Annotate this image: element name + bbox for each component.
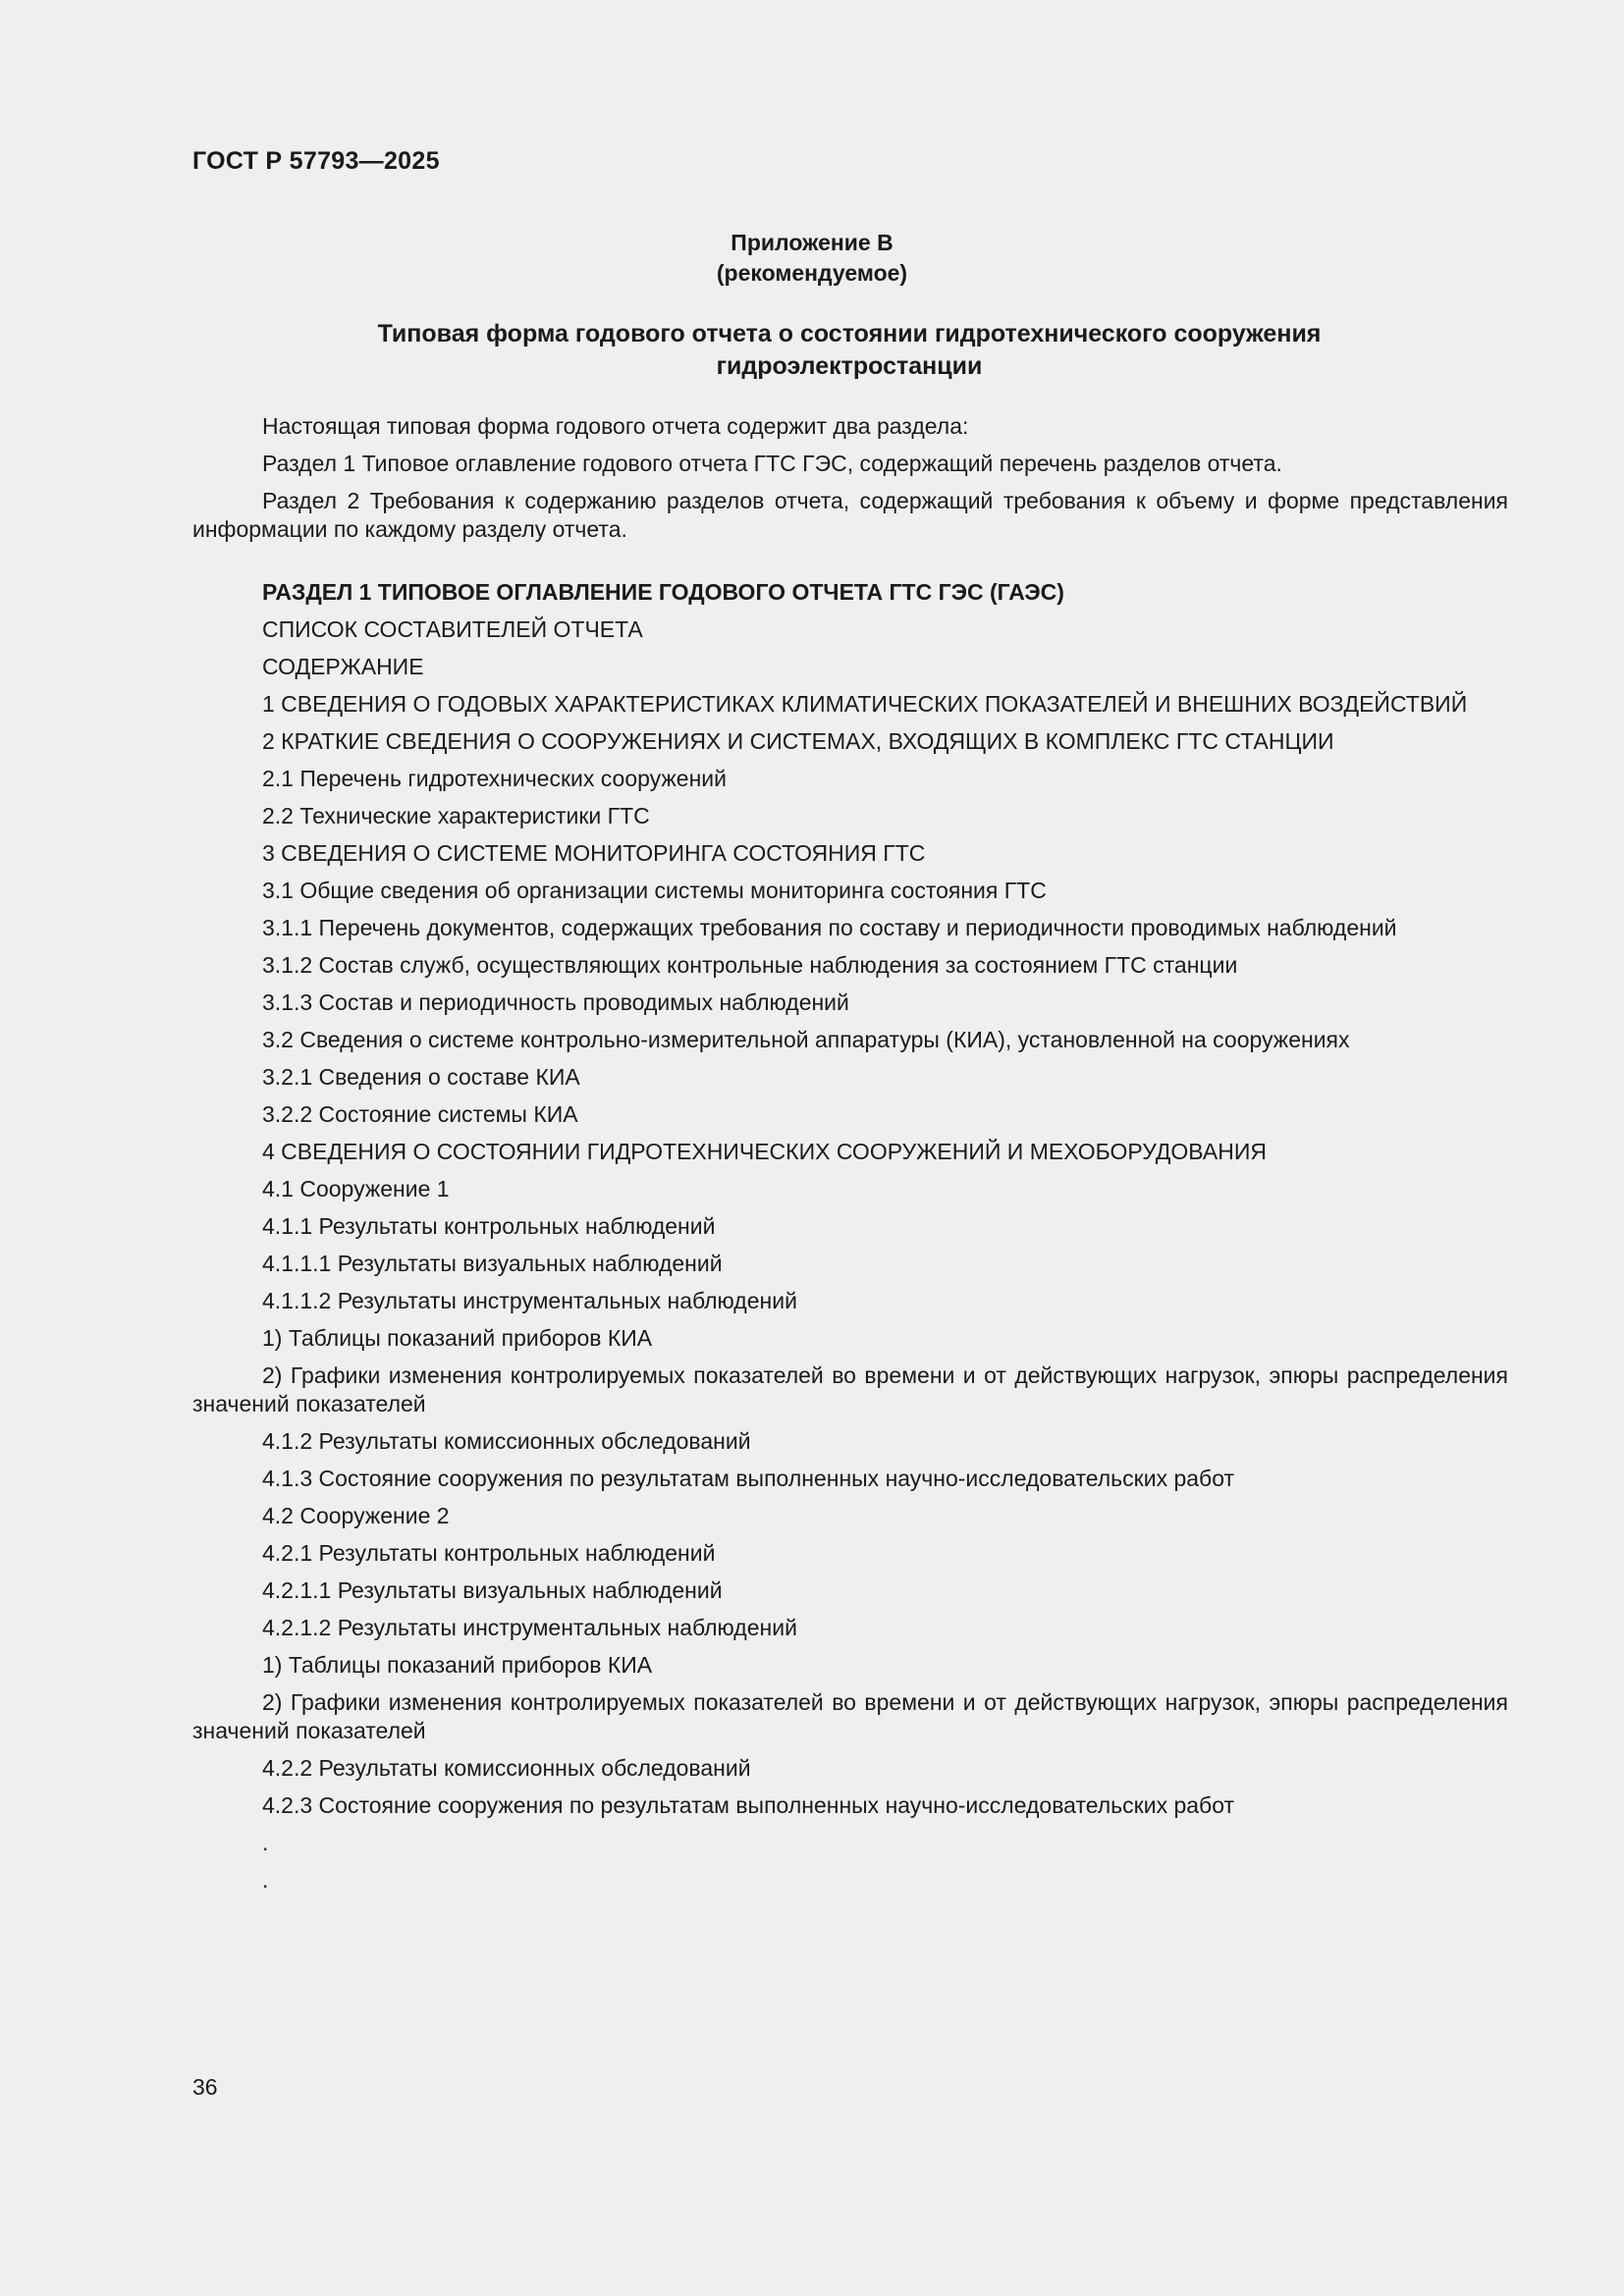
document-id-header: ГОСТ Р 57793—2025 [192,147,440,175]
toc-item: 4.2 Сооружение 2 [262,1503,450,1528]
toc-item: 4.1.2 Результаты комиссионных обследований [262,1428,751,1454]
toc-item: 4.1.3 Состояние сооружения по результатам выполненных научно-исследовательских работ [262,1466,1235,1491]
intro-section [192,412,1508,544]
toc-item: 4.2.1.2 Результаты инструментальных наблюдений [262,1615,797,1640]
toc-heading: РАЗДЕЛ 1 ТИПОВОЕ ОГЛАВЛЕНИЕ ГОДОВОГО ОТЧЕТА ГТС ГЭС (ГАЭС) [262,579,1064,605]
toc-item: 3.1.2 Состав служб, осуществляющих контрольные наблюдения за состоянием ГТС станции [262,952,1238,978]
annex-title: Приложение В [731,230,893,255]
toc-item: 2) Графики изменения контролируемых показателей во времени и от действующих нагрузок, эпюры распределения значений показателей [192,1362,1508,1416]
toc-item: 1) Таблицы показаний приборов КИА [262,1652,653,1678]
toc-item: СОДЕРЖАНИЕ [262,654,424,679]
document-body [192,412,1508,1903]
toc-item: 4.2.2 Результаты комиссионных обследований [262,1755,751,1781]
toc-item: 1 СВЕДЕНИЯ О ГОДОВЫХ ХАРАКТЕРИСТИКАХ КЛИМАТИЧЕСКИХ ПОКАЗАТЕЛЕЙ И ВНЕШНИХ ВОЗДЕЙСТВИЙ [262,691,1468,717]
intro-paragraph: Раздел 2 Требования к содержанию разделов отчета, содержащий требования к объему и форме представления информации по каждому разделу отчета. [192,488,1508,542]
toc-item: 4.1.1.1 Результаты визуальных наблюдений [262,1251,723,1276]
toc-item: 4.1.1.2 Результаты инструментальных наблюдений [262,1288,797,1313]
toc-item: 4.2.3 Состояние сооружения по результатам выполненных научно-исследовательских работ [262,1792,1235,1818]
toc-item: 4.1.1 Результаты контрольных наблюдений [262,1213,716,1239]
page-number: 36 [192,2074,218,2100]
annex-heading [0,228,1624,289]
toc-item: 4.2.1.1 Результаты визуальных наблюдений [262,1577,723,1603]
toc-item: 3.1 Общие сведения об организации системы мониторинга состояния ГТС [262,878,1047,903]
toc-item: 1) Таблицы показаний приборов КИА [262,1325,653,1351]
toc-item: 3.2 Сведения о системе контрольно-измерительной аппаратуры (КИА), установленной на сооружениях [262,1027,1350,1052]
toc-item: 2) Графики изменения контролируемых показателей во времени и от действующих нагрузок, эпюры распределения значений показателей [192,1689,1508,1743]
form-title-line-2: гидроэлектростанции [716,352,983,380]
toc-item: 2.2 Технические характеристики ГТС [262,803,650,828]
toc-item: 3.1.1 Перечень документов, содержащих требования по составу и периодичности проводимых наблюдений [262,915,1397,940]
toc-item: 3 СВЕДЕНИЯ О СИСТЕМЕ МОНИТОРИНГА СОСТОЯНИЯ ГТС [262,840,926,866]
toc-item: 3.2.1 Сведения о составе КИА [262,1064,580,1090]
toc-item: СПИСОК СОСТАВИТЕЛЕЙ ОТЧЕТА [262,616,643,642]
toc-item: . [262,1830,269,1855]
toc-section [192,578,1508,1895]
toc-item: . [262,1867,269,1893]
annex-status: (рекомендуемое) [716,260,908,286]
toc-item: 4.2.1 Результаты контрольных наблюдений [262,1540,716,1566]
intro-paragraph: Раздел 1 Типовое оглавление годового отчета ГТС ГЭС, содержащий перечень разделов отчета. [262,451,1282,476]
toc-item: 4.1 Сооружение 1 [262,1176,450,1201]
intro-paragraph: Настоящая типовая форма годового отчета содержит два раздела: [262,413,969,439]
toc-item: 2.1 Перечень гидротехнических сооружений [262,766,727,791]
form-title-line-1: Типовая форма годового отчета о состоянии гидротехнического сооружения [377,320,1322,347]
toc-item: 3.1.3 Состав и периодичность проводимых наблюдений [262,989,849,1015]
toc-item: 2 КРАТКИЕ СВЕДЕНИЯ О СООРУЖЕНИЯХ И СИСТЕМАХ, ВХОДЯЩИХ В КОМПЛЕКС ГТС СТАНЦИИ [262,728,1334,754]
toc-list [192,615,1508,1895]
form-title [245,318,1453,383]
toc-item: 3.2.2 Состояние системы КИА [262,1101,578,1127]
toc-item: 4 СВЕДЕНИЯ О СОСТОЯНИИ ГИДРОТЕХНИЧЕСКИХ СООРУЖЕНИЙ И МЕХОБОРУДОВАНИЯ [262,1139,1267,1164]
